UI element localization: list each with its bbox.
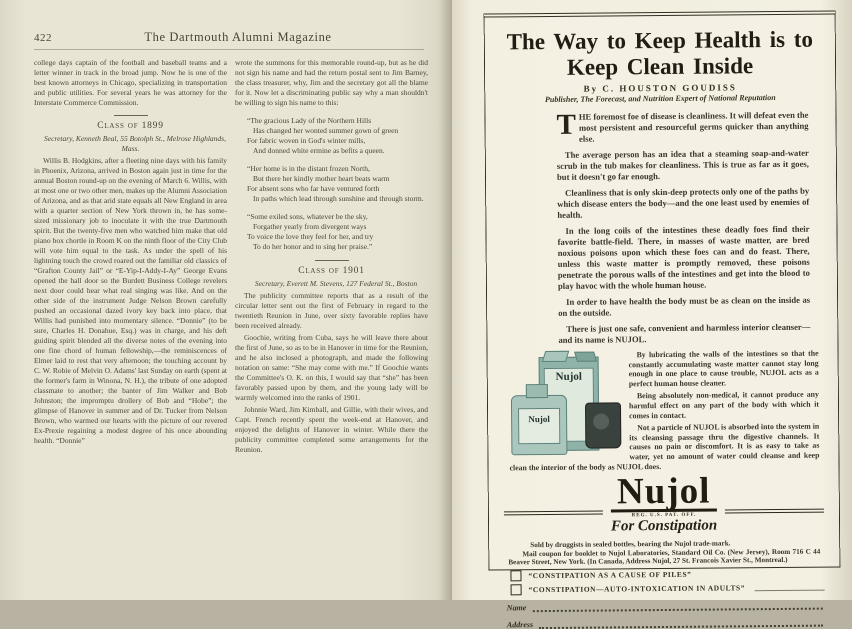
poem-line: In paths which lead through sunshine and through storm.: [253, 194, 424, 203]
ad-small-paragraph: By lubricating the walls of the intestines so that the constantly accumulating waste matter cannot stay long enough in one place to cause trouble, NUJOL acts as a perfect human house cleaner.: [628, 348, 819, 389]
logo-tagline: For Constipation: [610, 517, 718, 535]
nujol-logo: [602, 470, 725, 536]
ad-paragraph: In order to have health the body must be as clean on the inside as on the outside.: [558, 294, 811, 318]
magazine-columns: [0, 58, 452, 457]
magazine-header: [0, 0, 452, 49]
ad-paragraph: Cleanliness that is only skin-deep protects only one of the paths by which disease enters the body—and the one least used by enemies of health.: [557, 185, 810, 220]
bottle-label-text: Nujol: [528, 413, 550, 425]
box-label-text: Nujol: [555, 370, 582, 383]
header-rule: [34, 49, 424, 50]
page-number: 422: [34, 32, 52, 44]
address-input-line[interactable]: [539, 617, 823, 629]
ad-paragraph: The average person has an idea that a steaming soap-and-water scrub in the tub makes for cleanliness. This is true as far as it goes, but it doesn't go far enough.: [556, 147, 809, 182]
ad-small-paragraph: Being absolutely non-medical, it cannot produce any harmful effect on any part of the body with which it comes in contact.: [628, 390, 820, 420]
poem: [241, 116, 428, 252]
poem-stanza: [241, 164, 428, 204]
poem-line: For fabric woven in God's winter mills,: [247, 136, 366, 145]
nujol-bottle: [511, 395, 568, 455]
ad-lead-paragraph: [556, 110, 808, 145]
section-divider: [315, 260, 349, 261]
paragraph: Johnnie Ward, Jim Kimball, and Gillie, with their wives, and Capt. French recently spent the week-end at Hanover, and enjoyed the delights of Hanover in winter. While there the publicity committee completed some arrangements for the Reunion.: [235, 405, 428, 454]
logo-rule-right: [725, 509, 824, 514]
piles-booklet-checkbox[interactable]: [510, 570, 521, 581]
poem-line: Forgather yearly from divergent ways: [253, 222, 367, 231]
ad-paragraph: In the long coils of the intestines these deadly foes find their favorite battle-field. There, in masses of waste matter, are bred noxious poisons upon which these foes can and do feast. There, unless this waste matter is promptly removed, these poisons penetrate the porous walls of the intestines and get into the blood to play havoc with the whole human house.: [557, 223, 810, 291]
ad-credential: Publisher, The Forecast, and Nutrition Expert of National Reputation: [544, 93, 776, 105]
box-flap: [542, 351, 569, 362]
logo-rule-left: [504, 511, 603, 516]
class-1901-heading: Class of 1901: [298, 266, 365, 276]
coupon-option-row: [511, 581, 825, 595]
nujol-logo-row: [504, 470, 825, 537]
logo-registration: REG. U.S. PAT. OFF.: [631, 512, 697, 519]
checkbox-label: “CONSTIPATION—AUTO-INTOXICATION IN ADULTS”: [528, 583, 746, 595]
class-1899-secretary: Secretary, Kenneth Beal, 55 Botolph St., Melrose Highlands, Mass.: [44, 134, 226, 153]
ad-byline: By C. HOUSTON GOUDISS: [583, 82, 737, 94]
checkbox-label: “CONSTIPATION AS A CAUSE OF PILES”: [528, 569, 692, 581]
name-input-line[interactable]: [532, 600, 823, 613]
ad-mid-section: [509, 349, 820, 473]
box-flap: [574, 352, 597, 362]
poem-line: Has changed her wonted summer gown of green: [253, 126, 399, 135]
poem-line: “The gracious Lady of the Northern Hills: [247, 116, 372, 125]
poem-line: But there her kindly mother heart beats warm: [253, 174, 390, 183]
paragraph: college days captain of the football and baseball teams and a letter winner in track in the broad jump. Now he is one of the best known attorneys in Chicago, specializing in transportation and public utilities. For several years he was attorney for the Interstate Commerce Commission.: [34, 58, 227, 107]
ad-body: [556, 110, 810, 346]
paragraph: Willis B. Hodgkins, after a fleeting nine days with his family in Phoenix, Arizona, arrived in Boston again just in time for the annual Boston round-up on the evening of March 6. Willis, with at most one or two other men, makes up the Alumni Association of Arizona, and as that arid state equals all New England in area with a quarter section of New York thrown in, he has some-sized missionary job to inoculate it with the true Dartmouth spirit. But the twenty-five men who watched him make that old piano box chortle in Room K on the ninth floor of the City Club will vote him equal to the task. As under the spell of his lightning touch the crowd roared out the familiar old classics of “Grafton County Jail” or “E-Yip-I-Addy-I-Ay” George Evans opened the hall door so the Burdett Business College revelers next door could hear what real singing was like. And on the other side of the instrument Judge Nelson Brown carefully pushed an occasional dazed ivory key back into place, that Willis had punished into momentary silence. “Donnie” (to be sure, Charles H. Donahue, Esq.) was in charge, and his deft guiding spirit blended all the diverse notes of the evening into one fine chord of human fellowship,—the reminiscences of Elmer laid to rest that very afternoon; the touching account by C. W. Robie of Melvin O. Adams' last Sunday on earth (spent at the former's farm in Winona, N. H.), the tribute of one adopted classmate to another; the banter of Jim Walker and Bob Johnston; the impromptu drollery of Bob and “Hobe”; the glimpse of Hanover in summer and of Dr. Tucker from Nelson Brown, who warmed our hearts with the picture of our revered Ex-Prexie regaining a modest degree of his once abounding health. “Donnie”: [34, 156, 227, 445]
product-image: [509, 352, 622, 457]
logo-wordmark: Nujol: [611, 475, 717, 513]
magazine-title: The Dartmouth Alumni Magazine: [144, 30, 332, 44]
ad-headline: The Way to Keep Health is to Keep Clean Inside: [506, 26, 814, 80]
auto-intoxication-booklet-checkbox[interactable]: [511, 584, 522, 595]
poem-line: To do her honor and to sing her praise.”: [253, 242, 373, 251]
column-right: [235, 58, 428, 457]
ad-lead-text: HE foremost foe of disease is cleanliness. It will defeat even the most persistent and resourceful germs quicker than anything else.: [578, 109, 809, 144]
poem-stanza: [241, 116, 428, 156]
column-left: [34, 58, 227, 457]
ad-paragraph: There is just one safe, convenient and harmless interior cleanser—and its name is NUJOL.: [558, 321, 811, 345]
poem-line: And donned white ermine as befits a queen.: [253, 146, 385, 155]
bottle-label: [518, 408, 560, 444]
name-label: Name: [506, 603, 527, 613]
coupon-address-row: [507, 617, 823, 629]
class-1899-heading: Class of 1899: [97, 121, 164, 131]
checkbox-rule: [755, 583, 825, 591]
ad-small-paragraph: Not a particle of NUJOL is absorbed into the system in its cleansing passage thru the digestive channels. It causes no pain or discomfort. It is as easy to take as water, yet no amount of water could cleanse and keep clean the interior of the body as NUJOL does.: [509, 421, 820, 472]
measuring-cup: [585, 402, 621, 448]
poem-line: To voice the love they feel for her, and try: [247, 232, 374, 241]
paragraph: wrote the summons for this memorable round-up, but as he did not sign his name and had the return postal sent to Jim Barney, the class treasurer, why, Jim and the secretary got all the blame for it. Now let a discriminating public say why a man shouldn't be willing to sign his name to this:: [235, 58, 428, 107]
class-1901-secretary: Secretary, Everett M. Stevens, 127 Federal St., Boston: [254, 279, 418, 288]
paragraph: The publicity committee reports that as a result of the circular letter sent out the first of February in regard to the twentieth Reunion in June, over sixty favorable replies have been received already.: [235, 291, 428, 330]
ad-footer: [508, 539, 820, 568]
poem-line: For absent sons who far have ventured forth: [247, 184, 380, 193]
bottle-neck: [526, 384, 548, 398]
advertisement-page: [452, 0, 852, 629]
poem-stanza: [241, 212, 428, 252]
poem-line: “Some exiled sons, whatever be the sky,: [247, 212, 368, 221]
coupon-option-row: [510, 567, 824, 581]
footer-line: Sold by druggists in sealed bottles, bearing the Nujol trade-mark.: [530, 539, 731, 550]
section-divider: [114, 115, 148, 116]
footer-line: Mail coupon for booklet to Nujol Laboratories, Standard Oil Co. (New Jersey), Room 716 C 44 Beaver Street, New York. (In Canada, Address Nujol, 27 St. Francois Xavier St., Montreal.): [508, 547, 821, 567]
drop-cap: T: [556, 108, 577, 141]
poem-line: “Her home is in the distant frozen North,: [247, 164, 370, 173]
nujol-ad: [484, 10, 841, 629]
paragraph: Goochie, writing from Cuba, says he will leave there about the first of June, so as to be in Hanover in time for the Reunion, and he also inclosed a photograph, and made the following notation on same: “She may come with me.” If Goochie wants the Committee's O. K. on this, I would say that “she” has been favorably passed upon by them, and the young lady will be warmly welcomed into the ranks of 1901.: [235, 333, 428, 402]
address-label: Address: [506, 620, 534, 629]
coupon-name-row: [507, 600, 823, 613]
